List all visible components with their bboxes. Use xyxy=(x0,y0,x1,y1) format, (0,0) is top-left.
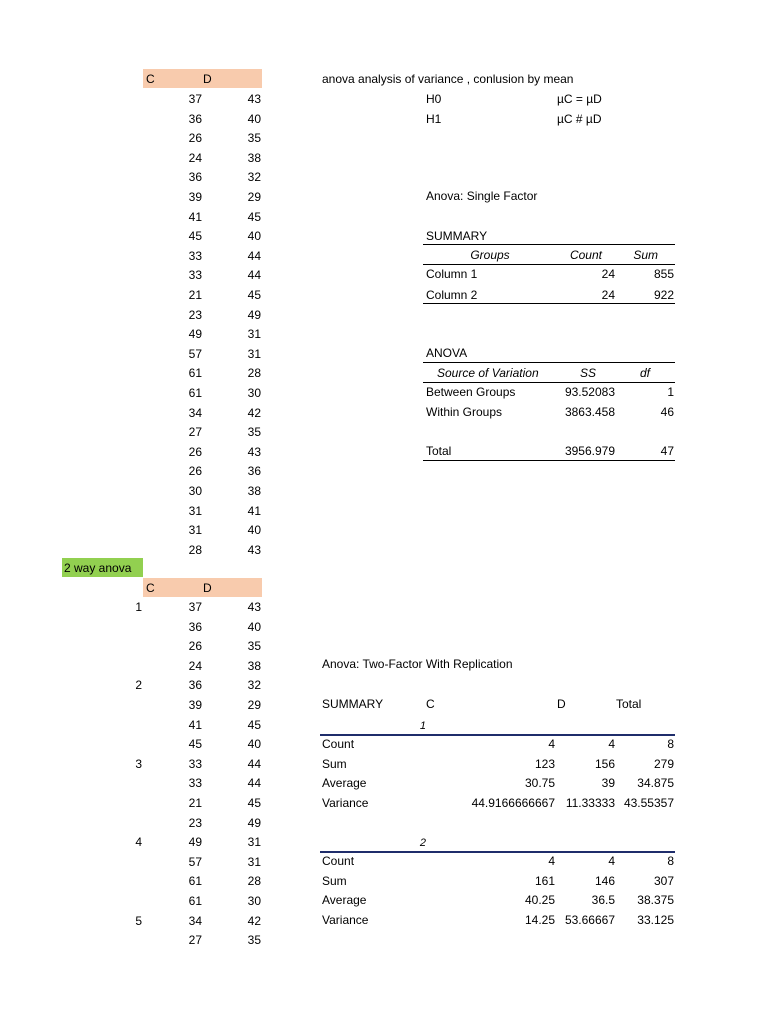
anova1-header-groups[interactable]: Groups xyxy=(470,248,510,262)
table1-cell-d[interactable]: 35 xyxy=(247,425,261,440)
anova1-header-sum[interactable]: Sum xyxy=(633,248,658,262)
anova1-row2-sum[interactable]: 922 xyxy=(653,288,674,302)
anova2-cell-c[interactable]: 30.75 xyxy=(524,776,555,790)
table2-cell-d[interactable]: 45 xyxy=(247,717,261,732)
table1-cell-c[interactable]: 27 xyxy=(188,425,202,440)
table2-cell-d[interactable]: 30 xyxy=(247,894,261,908)
anova2-cell-c[interactable]: 40.25 xyxy=(524,893,555,907)
table1-cell-d[interactable]: 43 xyxy=(247,444,261,459)
table1-cell-c[interactable]: 26 xyxy=(188,464,202,479)
table2-cell-c[interactable]: 36 xyxy=(188,678,202,693)
table2-cell-d[interactable]: 44 xyxy=(247,776,261,791)
anova1-between-df[interactable]: 1 xyxy=(667,385,674,399)
table1-cell-d[interactable]: 38 xyxy=(247,484,261,498)
table2-cell-c[interactable]: 36 xyxy=(188,619,202,634)
anova1-header-count[interactable]: Count xyxy=(569,248,602,262)
anova2-col-d[interactable]: D xyxy=(557,697,566,711)
table1-cell-d[interactable]: 44 xyxy=(247,248,261,263)
table1-cell-d[interactable]: 45 xyxy=(247,288,261,302)
table1-cell-c[interactable]: 31 xyxy=(188,503,202,518)
table2-cell-c[interactable]: 27 xyxy=(188,933,202,948)
anova2-cell-d[interactable]: 39 xyxy=(601,776,615,790)
table2-cell-d[interactable]: 49 xyxy=(247,815,261,830)
anova1-total-ss[interactable]: 3956.979 xyxy=(564,444,615,458)
anova2-cell-d[interactable]: 156 xyxy=(594,756,615,771)
anova2-cell-c[interactable]: 44.9166666667 xyxy=(471,795,555,810)
anova1-total-label[interactable]: Total xyxy=(426,444,452,458)
anova2-row-label[interactable]: Count xyxy=(322,737,355,751)
anova2-summary-label[interactable]: SUMMARY xyxy=(322,697,384,711)
anova1-within-label[interactable]: Within Groups xyxy=(426,405,503,419)
anova1-summary-top-rule xyxy=(423,244,675,245)
table1-cell-d[interactable]: 38 xyxy=(247,150,261,165)
table2-cell-c[interactable]: 45 xyxy=(188,737,202,752)
table1-cell-c[interactable]: 49 xyxy=(188,327,202,342)
table1-cell-d[interactable]: 40 xyxy=(247,523,261,538)
table1-cell-c[interactable]: 33 xyxy=(188,268,202,283)
table2-cell-d[interactable]: 31 xyxy=(247,854,261,869)
table1-cell-c[interactable]: 61 xyxy=(188,366,202,381)
anova2-cell-c[interactable]: 4 xyxy=(548,854,555,868)
anova1-title[interactable]: Anova: Single Factor xyxy=(426,189,538,203)
table1-cell-c[interactable]: 36 xyxy=(188,111,202,126)
two-way-badge[interactable]: 2 way anova xyxy=(64,561,132,575)
anova2-cell-total[interactable]: 307 xyxy=(653,873,674,888)
table1-cell-d[interactable]: 40 xyxy=(247,229,261,244)
table1-cell-c[interactable]: 26 xyxy=(188,131,202,146)
table1-cell-c[interactable]: 41 xyxy=(188,209,202,224)
table1-cell-c[interactable]: 39 xyxy=(188,190,202,204)
anova2-row-label[interactable]: Sum xyxy=(322,756,347,771)
table1-cell-c[interactable]: 31 xyxy=(188,523,202,538)
anova1-header-df[interactable]: df xyxy=(640,366,651,380)
table1-cell-d[interactable]: 32 xyxy=(247,170,261,185)
h1-label[interactable]: H1 xyxy=(426,112,442,126)
h0-value[interactable]: µC = µD xyxy=(557,92,602,106)
anova2-row-label[interactable]: Average xyxy=(322,893,367,907)
anova1-anova-top-rule xyxy=(423,362,675,363)
table2-cell-c[interactable]: 33 xyxy=(188,776,202,791)
table2-cell-c[interactable]: 39 xyxy=(188,698,202,712)
anova2-cell-total[interactable]: 8 xyxy=(667,737,674,751)
anova2-cell-d[interactable]: 11.33333 xyxy=(565,795,615,810)
table2-cell-c[interactable]: 37 xyxy=(188,600,202,614)
table2-group-label[interactable]: 4 xyxy=(135,835,142,850)
table2-cell-c[interactable]: 34 xyxy=(188,913,202,928)
table2-group-label[interactable]: 3 xyxy=(135,756,142,771)
anova1-anova-bottom-rule xyxy=(423,460,675,461)
anova2-cell-d[interactable]: 146 xyxy=(594,873,615,888)
table1-cell-d[interactable]: 45 xyxy=(247,209,261,224)
anova2-cell-d[interactable]: 4 xyxy=(608,854,615,868)
h0-label[interactable]: H0 xyxy=(426,92,442,106)
table1-cell-c[interactable]: 30 xyxy=(188,484,202,498)
table2-cell-d[interactable]: 32 xyxy=(247,678,261,693)
table1-cell-c[interactable]: 34 xyxy=(188,405,202,420)
table2-cell-c[interactable]: 61 xyxy=(188,894,202,908)
table1-cell-c[interactable]: 28 xyxy=(188,542,202,557)
anova2-cell-c[interactable]: 4 xyxy=(548,737,555,751)
anova2-col-total[interactable]: Total xyxy=(616,697,642,711)
table1-cell-d[interactable]: 35 xyxy=(247,131,261,146)
table1-header-d[interactable]: D xyxy=(203,72,212,86)
table1-cell-d[interactable]: 49 xyxy=(247,307,261,322)
table1-cell-d[interactable]: 31 xyxy=(247,327,261,342)
anova1-between-ss[interactable]: 93.52083 xyxy=(564,385,615,399)
table2-cell-d[interactable]: 40 xyxy=(247,619,261,634)
table2-cell-c[interactable]: 57 xyxy=(188,854,202,869)
anova1-summary-bottom-rule xyxy=(423,303,675,304)
anova1-row1-count[interactable]: 24 xyxy=(601,267,615,281)
anova1-row2-label[interactable]: Column 2 xyxy=(426,288,478,302)
table2-cell-c[interactable]: 24 xyxy=(188,658,202,673)
table2-cell-d[interactable]: 44 xyxy=(247,756,261,771)
anova1-header-ss[interactable]: SS xyxy=(580,366,597,380)
table2-cell-d[interactable]: 40 xyxy=(247,737,261,752)
table1-cell-c[interactable]: 33 xyxy=(188,248,202,263)
anova2-cell-total[interactable]: 38.375 xyxy=(637,893,674,907)
anova2-row-label[interactable]: Count xyxy=(322,854,355,868)
table2-cell-d[interactable]: 31 xyxy=(247,835,261,850)
anova2-block-label[interactable]: 1 xyxy=(419,720,426,732)
table2-cell-d[interactable]: 35 xyxy=(247,933,261,948)
table2-cell-c[interactable]: 41 xyxy=(188,717,202,732)
anova2-cell-c[interactable]: 123 xyxy=(534,756,555,771)
table1-cell-c[interactable]: 57 xyxy=(188,346,202,361)
anova2-cell-total[interactable]: 34.875 xyxy=(637,776,674,790)
table2-cell-d[interactable]: 45 xyxy=(247,796,261,810)
table2-cell-d[interactable]: 38 xyxy=(247,658,261,673)
anova1-between-label[interactable]: Between Groups xyxy=(426,385,516,399)
anova2-row-label[interactable]: Variance xyxy=(322,795,369,810)
table2-header-d[interactable]: D xyxy=(203,581,212,595)
table1-cell-c[interactable]: 26 xyxy=(188,444,202,459)
table1-cell-c[interactable]: 23 xyxy=(188,307,202,322)
anova1-within-df[interactable]: 46 xyxy=(660,405,674,419)
anova2-cell-total[interactable]: 33.125 xyxy=(637,912,674,927)
anova1-total-df[interactable]: 47 xyxy=(660,444,674,458)
table2-cell-d[interactable]: 29 xyxy=(247,698,261,712)
table2-cell-d[interactable]: 28 xyxy=(247,874,261,889)
anova2-cell-d[interactable]: 53.66667 xyxy=(564,912,615,927)
anova2-block-label[interactable]: 2 xyxy=(419,837,426,849)
anova1-anova-label[interactable]: ANOVA xyxy=(426,346,468,360)
table2-cell-c[interactable]: 23 xyxy=(188,815,202,830)
table1-cell-c[interactable]: 45 xyxy=(188,229,202,244)
table2-group-label[interactable]: 5 xyxy=(135,913,142,928)
anova2-cell-c[interactable]: 14.25 xyxy=(524,912,555,927)
anova1-anova-header-rule xyxy=(423,382,675,383)
table1-cell-d[interactable]: 30 xyxy=(247,386,261,400)
table1-header-c[interactable]: C xyxy=(146,72,155,86)
anova1-summary-header-rule xyxy=(423,264,675,265)
table2-cell-c[interactable]: 21 xyxy=(188,796,202,810)
notes-title[interactable]: anova analysis of variance , conlusion by mean xyxy=(322,72,574,86)
anova2-row-label[interactable]: Average xyxy=(322,776,367,790)
anova2-cell-d[interactable]: 36.5 xyxy=(591,893,615,907)
table1-cell-d[interactable]: 43 xyxy=(247,92,261,106)
anova2-row-label[interactable]: Variance xyxy=(322,912,369,927)
table1-cell-d[interactable]: 29 xyxy=(247,190,261,204)
table1-cell-c[interactable]: 24 xyxy=(188,150,202,165)
table2-header-c[interactable]: C xyxy=(146,581,155,595)
table1-cell-d[interactable]: 42 xyxy=(247,405,261,420)
table1-cell-d[interactable]: 31 xyxy=(247,346,261,361)
anova2-cell-total[interactable]: 279 xyxy=(653,756,674,771)
anova2-cell-c[interactable]: 161 xyxy=(534,873,555,888)
table1-cell-d[interactable]: 28 xyxy=(247,366,261,381)
table1-cell-c[interactable]: 36 xyxy=(188,170,202,185)
anova1-row1-label[interactable]: Column 1 xyxy=(426,267,478,281)
anova2-cell-total[interactable]: 8 xyxy=(667,854,674,868)
anova2-cell-total[interactable]: 43.55357 xyxy=(623,795,674,810)
h1-value[interactable]: µC # µD xyxy=(557,112,602,126)
table2-group-label[interactable]: 1 xyxy=(135,600,142,614)
table1-cell-d[interactable]: 41 xyxy=(247,503,261,518)
anova1-row1-sum[interactable]: 855 xyxy=(653,267,674,281)
table1-cell-d[interactable]: 43 xyxy=(247,542,261,557)
anova2-title[interactable]: Anova: Two-Factor With Replication xyxy=(322,657,513,671)
anova2-col-c[interactable]: C xyxy=(426,697,435,711)
table1-cell-d[interactable]: 44 xyxy=(247,268,261,283)
table1-cell-c[interactable]: 37 xyxy=(188,92,202,106)
table2-cell-c[interactable]: 61 xyxy=(188,874,202,889)
table1-cell-d[interactable]: 36 xyxy=(247,464,261,479)
table2-cell-d[interactable]: 35 xyxy=(247,639,261,654)
table2-cell-d[interactable]: 42 xyxy=(247,913,261,928)
table1-cell-c[interactable]: 61 xyxy=(188,386,202,400)
anova1-summary-label[interactable]: SUMMARY xyxy=(426,229,488,243)
table2-cell-c[interactable]: 33 xyxy=(188,756,202,771)
anova1-header-source[interactable]: Source of Variation xyxy=(437,366,539,380)
anova2-cell-d[interactable]: 4 xyxy=(608,737,615,751)
table1-cell-d[interactable]: 40 xyxy=(247,111,261,126)
table2-group-label[interactable]: 2 xyxy=(135,678,142,693)
table2-cell-c[interactable]: 49 xyxy=(188,835,202,850)
anova1-within-ss[interactable]: 3863.458 xyxy=(564,405,615,419)
table2-cell-c[interactable]: 26 xyxy=(188,639,202,654)
anova1-row2-count[interactable]: 24 xyxy=(601,288,615,302)
anova2-row-label[interactable]: Sum xyxy=(322,873,347,888)
table2-cell-d[interactable]: 43 xyxy=(247,600,261,614)
table1-cell-c[interactable]: 21 xyxy=(188,288,202,302)
